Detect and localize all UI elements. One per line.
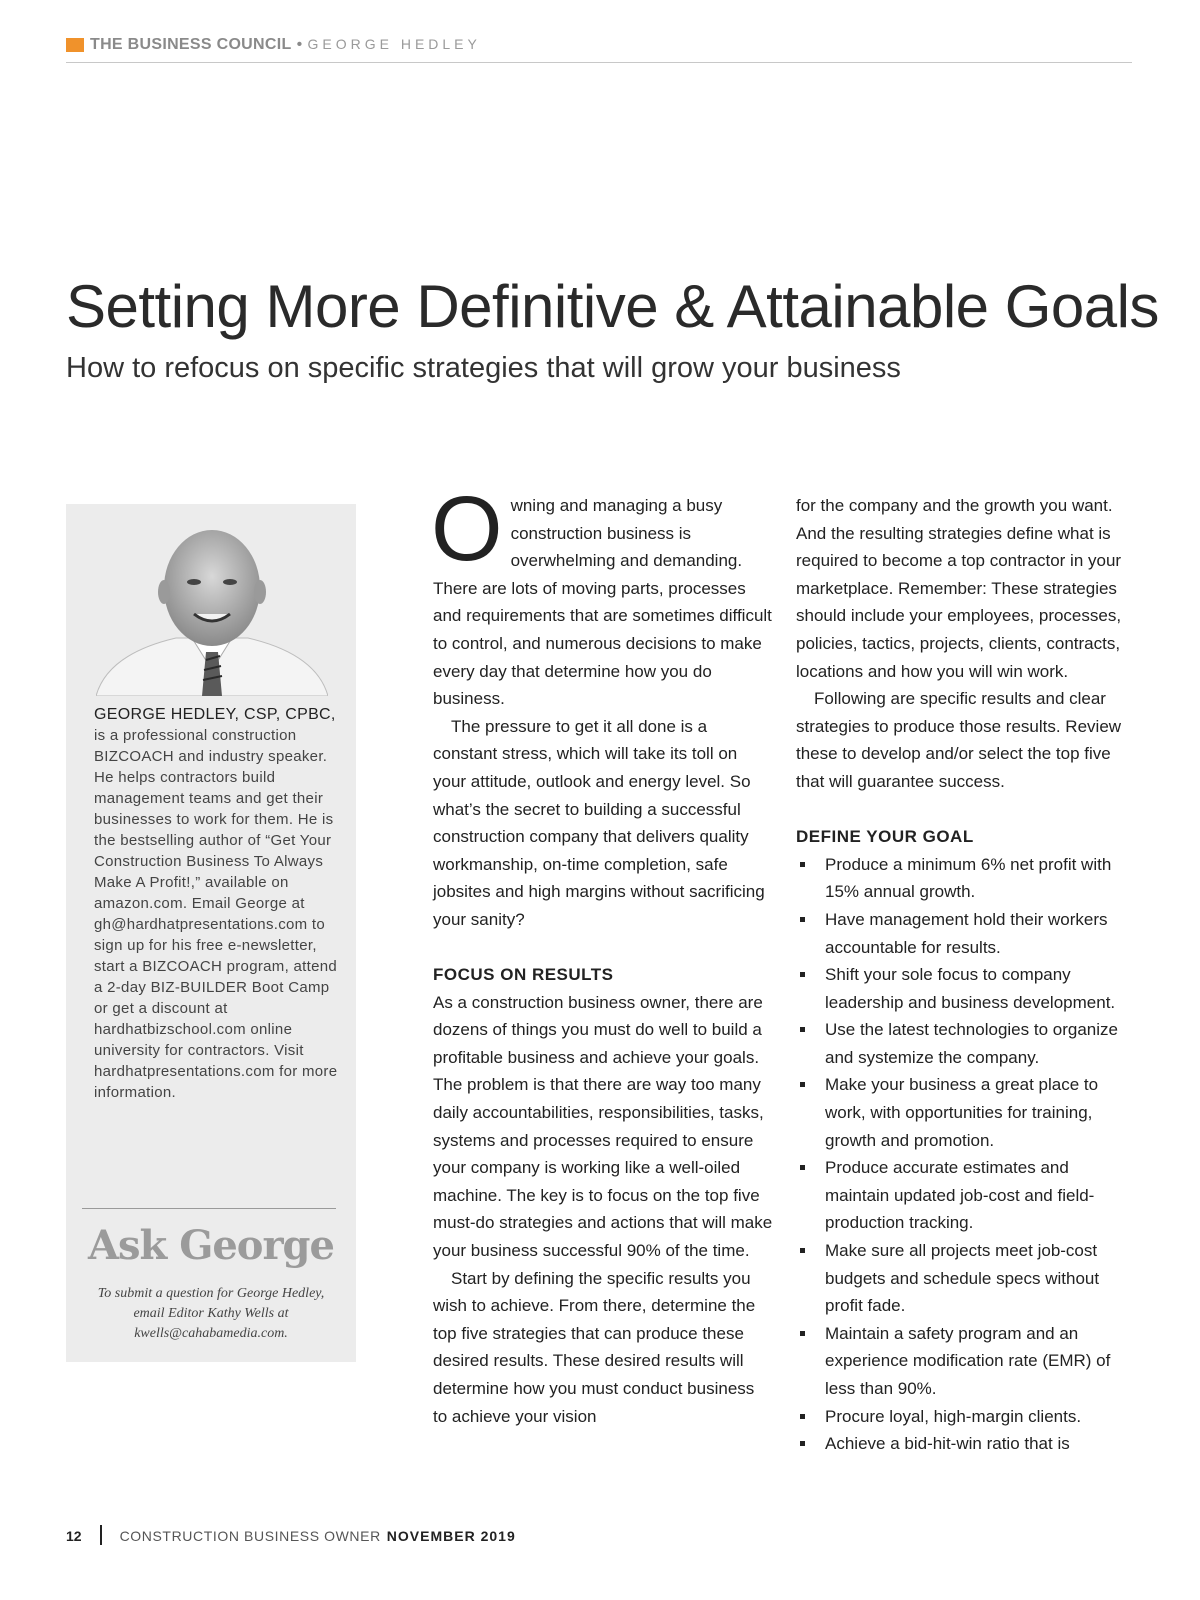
sidebar-divider (82, 1208, 336, 1209)
author-photo (96, 520, 328, 696)
issue-date: NOVEMBER 2019 (386, 1528, 516, 1544)
author-bio-text: is a professional construction BIZCOACH and industry speaker. He helps contractors build management teams and get their businesses to work for them. He is the bestselling author of “Get Your Construction Business To Always Make A Profit!,” available on amazon.com. Email George at gh@hardhatpresentations.com to sign up for his free e-newsletter, start a BIZCOACH program, attend a 2-day BIZ-BUILDER Boot Camp or get a discount at hardhatbizschool.com online university for contractors. Visit hardhatpresentations.com for more information. (94, 727, 338, 1101)
heading-define-your-goal: DEFINE YOUR GOAL (796, 827, 974, 847)
paragraph-3: As a construction business owner, there are dozens of things you must do well to build a profitable business and achieve your goals. The problem is that there are way too many daily accountabilities, responsibilities, tasks, systems and processes required to ensure your company is working like a well-oiled machine. The key is to focus on the top five must-do strategies and actions that will make your business successful 90% of the time. (433, 992, 773, 1261)
author-sidebar (66, 504, 356, 1362)
list-item: Produce accurate estimates and maintain updated job-cost and field-production tracking. (796, 1154, 1136, 1237)
paragraph-2: The pressure to get it all done is a constant stress, which will take its toll on your attitude, outlook and energy level. So what’s the secret to building a successful construction company that delivers quality workmanship, on-time completion, safe jobsites and high margins without sacrificing your sanity? (433, 716, 765, 929)
intro-text: wning and managing a busy construction business is overwhelming and demanding. There are lots of moving parts, processes and requirements that are sometimes difficult to control, and numerous decisions to make every day that determine how you do business. (433, 496, 772, 709)
ask-george-note: To submit a question for George Hedley, email Editor Kathy Wells at kwells@cahabamedia.com. (97, 1286, 325, 1341)
list-item: Maintain a safety program and an experience modification rate (EMR) of less than 90%. (796, 1320, 1136, 1403)
list-item: Shift your sole focus to company leadership and business development. (796, 961, 1136, 1016)
intro-paragraph (431, 478, 773, 713)
paragraph-5: Following are specific results and clear strategies to produce those results. Review these to develop and/or select the top five that will guarantee success. (796, 689, 1122, 791)
section-header (66, 36, 1132, 63)
list-item: Use the latest technologies to organize and systemize the company. (796, 1016, 1136, 1071)
heading-focus-on-results: FOCUS ON RESULTS (433, 965, 614, 985)
list-item: Procure loyal, high-margin clients. (796, 1403, 1136, 1431)
header-author: GEORGE HEDLEY (307, 36, 481, 52)
list-item: Produce a minimum 6% net profit with 15% annual growth. (796, 851, 1136, 906)
author-name: GEORGE HEDLEY, CSP, CPBC, (94, 706, 336, 723)
header-text (90, 36, 481, 54)
list-item: Make sure all projects meet job-cost budgets and schedule specs without profit fade. (796, 1237, 1136, 1320)
page-footer (66, 1528, 516, 1548)
paragraph-4-continued: for the company and the growth you want. And the resulting strategies define what is required to become a top contractor in your marketplace. Remember: These strategies should include your employees, processes, policies, tactics, projects, clients, contracts, locations and how you will win work. (796, 496, 1122, 681)
footer-divider (100, 1525, 102, 1545)
article-column-1 (431, 478, 773, 1430)
page-number: 12 (66, 1528, 82, 1544)
list-item: Achieve a bid-hit-win ratio that is (796, 1430, 1136, 1458)
list-item: Make your business a great place to work, with opportunities for training, growth and promotion. (796, 1071, 1136, 1154)
author-bio (94, 704, 339, 1103)
goal-bullet-list (796, 851, 1136, 1458)
header-separator: • (296, 36, 303, 53)
list-item: Have management hold their workers accountable for results. (796, 906, 1136, 961)
header-section-name: THE BUSINESS COUNCIL (90, 36, 292, 53)
article-subtitle: How to refocus on specific strategies that will grow your business (66, 352, 901, 384)
article-column-2 (796, 492, 1136, 1458)
article-title: Setting More Definitive & Attainable Goals (66, 273, 1159, 340)
publication-name: CONSTRUCTION BUSINESS OWNER (119, 1528, 381, 1544)
header-color-mark (66, 38, 84, 52)
paragraph-4: Start by defining the specific results you wish to achieve. From there, determine the top five strategies that can produce these desired results. These desired results will determine how you must conduct business to achieve your vision (433, 1268, 756, 1426)
drop-cap: O (431, 478, 503, 580)
ask-george-title: Ask George (88, 1222, 334, 1269)
